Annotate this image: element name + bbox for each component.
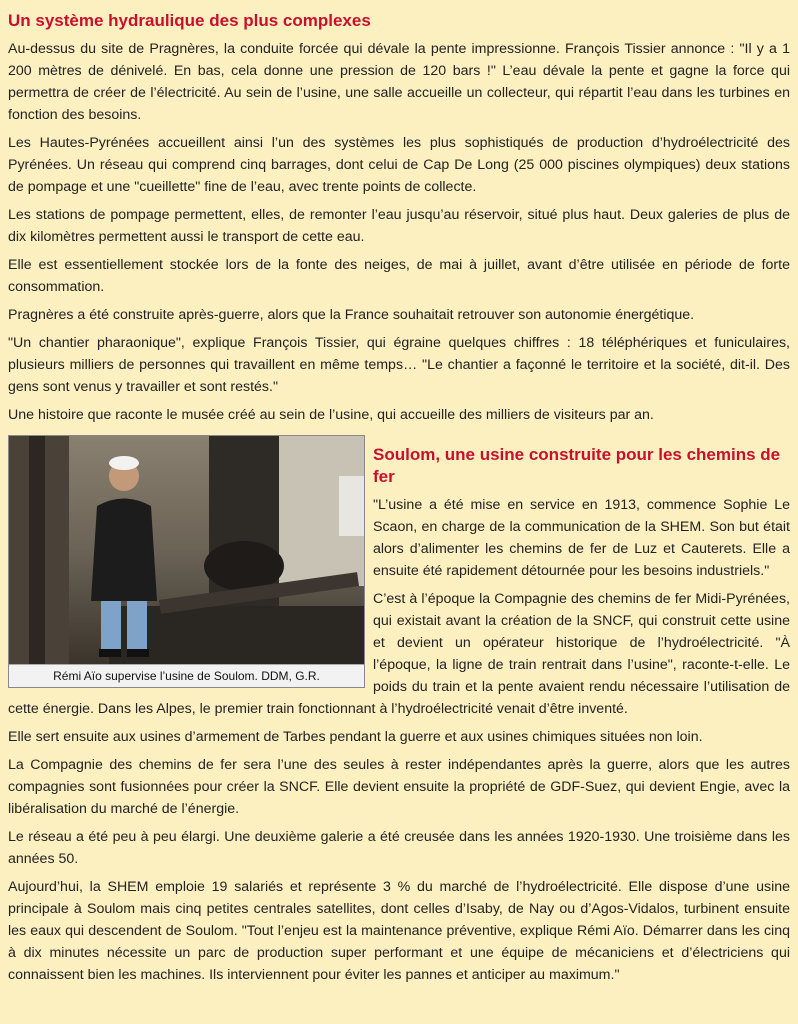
photo-figure [8,435,365,688]
section1-paragraph: Les Hautes-Pyrénées accueillent ainsi l’un des systèmes les plus sophistiqués de production d’hydroélectricité des Pyrénées. Un réseau qui comprend cinq barrages, dont celui de Cap De Long (25 000 piscines olympiques) deux stations de pompage et une "cueillette" fine de l’eau, avec trente points de collecte. [8,135,790,195]
section1-paragraph: Elle est essentiellement stockée lors de la fonte des neiges, de mai à juillet, avant d’être utilisée en période de forte consommation. [8,257,790,295]
section2-paragraph: Le réseau a été peu à peu élargi. Une deuxième galerie a été creusée dans les années 1920-1930. Une troisième dans les années 50. [8,829,790,867]
section1-paragraph: Au-dessus du site de Pragnères, la conduite forcée qui dévale la pente impressionne. François Tissier annonce : "Il y a 1 200 mètres de dénivelé. En bas, cela donne une pression de 120 bars !" L’eau dévale la pente et gagne la force qui permettra de créer de l’électricité. Au sein de l’usine, une salle accueille un collecteur, qui répartit l’eau dans les turbines en fonction des besoins. [8,41,790,123]
section2-title: Soulom, une usine construite pour les chemins de fer [373,445,781,486]
section2-paragraph: La Compagnie des chemins de fer sera l’une des seules à rester indépendantes après la guerre, alors que les autres compagnies sont fusionnées pour créer la SNCF. Elle devient ensuite la propriété de GDF-Suez, qui devient Engie, avec la libéralisation du marché de l’énergie. [8,757,790,817]
section1-title: Un système hydraulique des plus complexes [8,11,371,30]
section2-paragraph: Aujourd’hui, la SHEM emploie 19 salariés et représente 3 % du marché de l’hydroélectricité. Elle dispose d’une usine principale à Soulom mais cinq petites centrales satellites, dont celles d’Isaby, de Nay ou d’Agos-Vidalos, turbinent ensuite les eaux qui descendent de Soulom. "Tout l’enjeu est la maintenance préventive, explique Rémi Aïo. Démarrer dans les cinq à dix minutes nécessite un parc de production super performant et une équipe de mécaniciens et d’électriciens qui connaissent bien les machines. Ils interviennent pour éviter les pannes et anticiper au maximum." [8,879,790,983]
section2-paragraph: "L’usine a été mise en service en 1913, commence Sophie Le Scaon, en charge de la communication de la SHEM. Son but était alors d’alimenter les chemins de fer de Luz et Cauterets. Elle a ensuite été rapidement détournée pour les besoins industriels." [373,497,790,579]
section2-paragraph: Elle sert ensuite aux usines d’armement de Tarbes pendant la guerre et aux usines chimiques situées non loin. [8,729,703,745]
section2-paragraph: C’est à l’époque la Compagnie des chemins de fer Midi-Pyrénées, qui existait avant la création de la SNCF, qui construit cette usine et devient un opérateur historique de l’hydroélectricité. "À l’époque, la ligne de train rentrait dans l’usine", raconte-t-elle. Le poids du train et la pente avaient rendu nécessaire l’utilisation de cette énergie. Dans les Alpes, le premier train fonctionnant à l’hydroélectricité venait d’être inventé. [8,591,790,717]
photo-caption: Rémi Aïo supervise l’usine de Soulom. DDM, G.R. [9,664,364,687]
section1-paragraph: "Un chantier pharaonique", explique François Tissier, qui égraine quelques chiffres : 18 téléphériques et funiculaires, plusieurs milliers de personnes qui travaillent en même temps… "Le chantier a façonné le territoire et la société, dit-il. Des gens sont venus y travailler et sont restés." [8,335,790,395]
section1-paragraph: Une histoire que raconte le musée créé au sein de l’usine, qui accueille des milliers de visiteurs par an. [8,407,654,423]
section1-paragraph: Pragnères a été construite après-guerre, alors que la France souhaitait retrouver son autonomie énergétique. [8,307,695,323]
section1-paragraph: Les stations de pompage permettent, elles, de remonter l’eau jusqu’au réservoir, situé plus haut. Deux galeries de plus de dix kilomètres permettent aussi le transport de cette eau. [8,207,790,245]
turbine-hall-photo [9,436,364,664]
